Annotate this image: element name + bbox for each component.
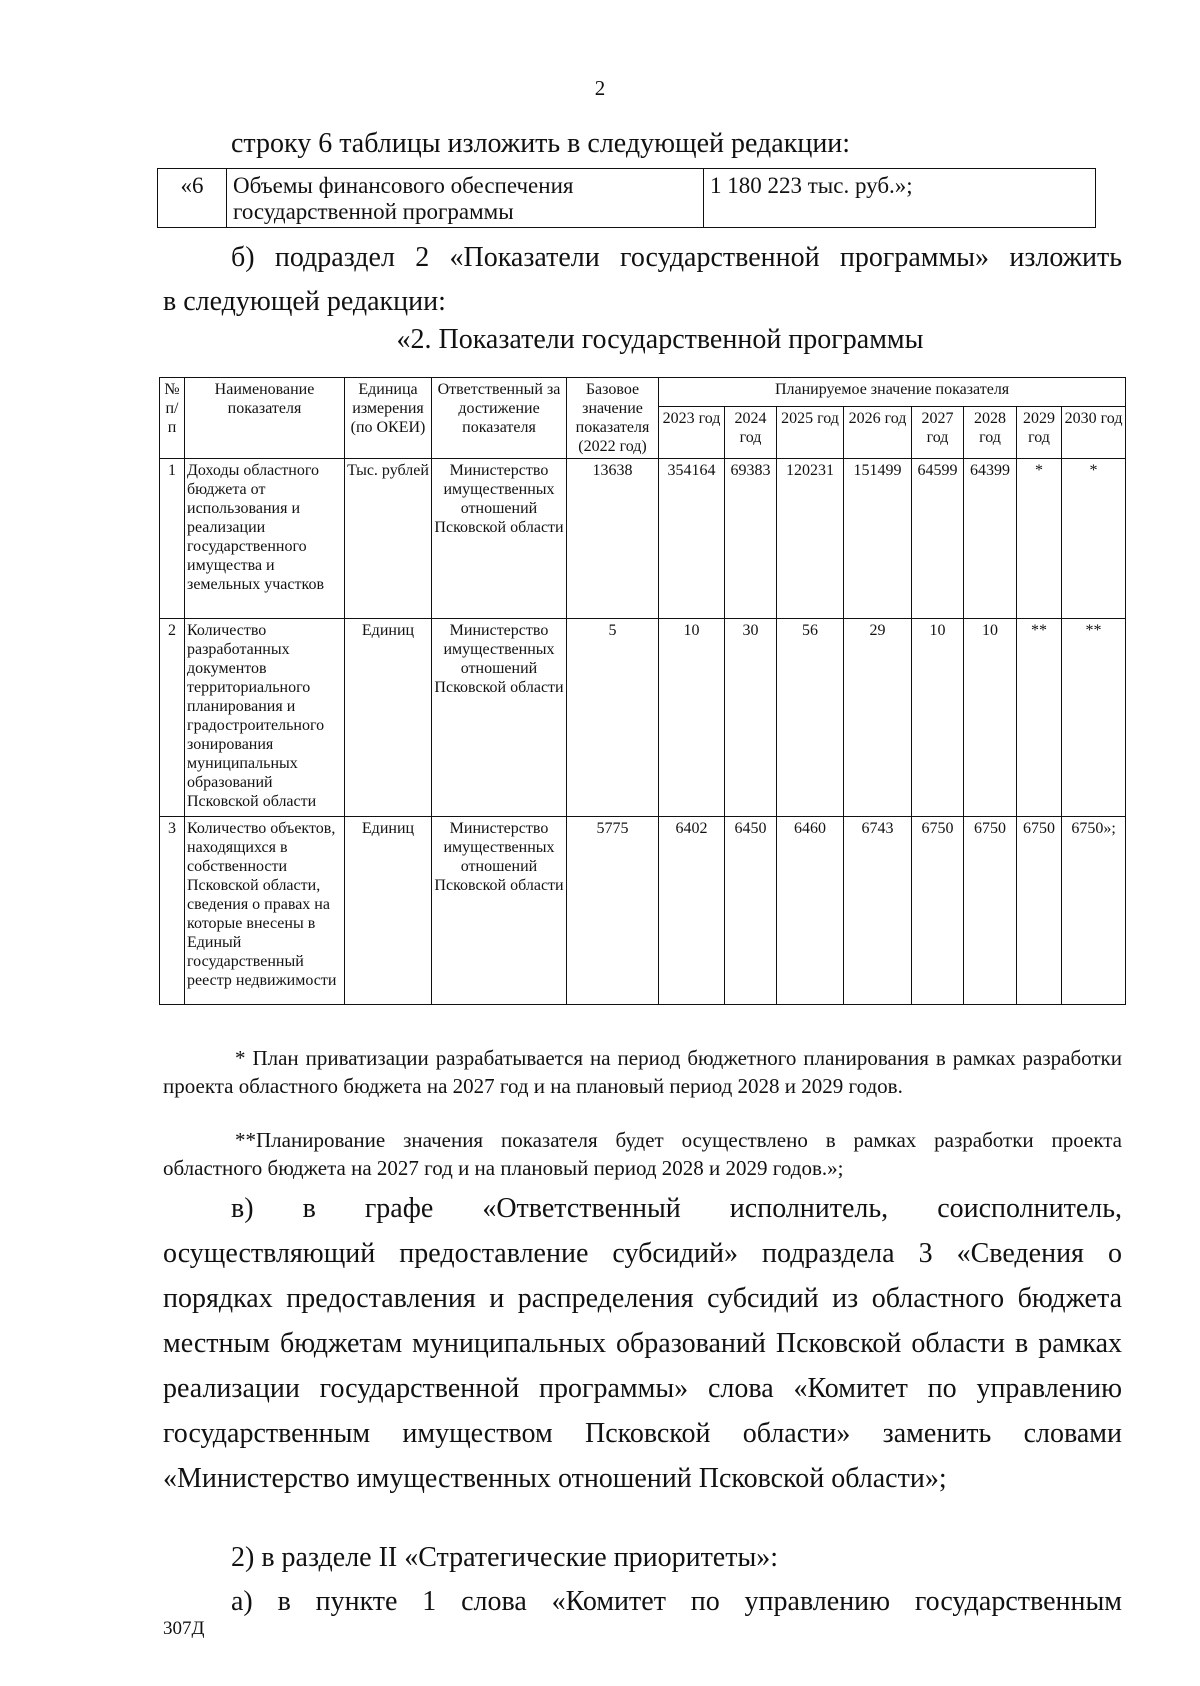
row-value: 120231	[777, 459, 844, 619]
header-year: 2028 год	[964, 407, 1017, 459]
indicators-table	[159, 377, 1126, 1005]
para-b-line1: б) подраздел 2 «Показатели государственной программы» изложить	[231, 242, 1122, 273]
row6-name: Объемы финансового обеспечения государственной программы	[227, 169, 704, 228]
table-row	[160, 459, 1126, 619]
para-a: а) в пункте 1 слова «Комитет по управлению государственным	[231, 1586, 1122, 1617]
row-base: 13638	[567, 459, 659, 619]
row-value: 6750	[964, 817, 1017, 1005]
program-row-6-table	[157, 168, 1096, 228]
table-row	[158, 169, 1096, 228]
row-value: 64399	[964, 459, 1017, 619]
header-num: № п/п	[160, 378, 185, 459]
header-unit: Единица измерения (по ОКЕИ)	[345, 378, 432, 459]
header-year: 2023 год	[659, 407, 725, 459]
row-value: 6750	[1017, 817, 1062, 1005]
row-base: 5775	[567, 817, 659, 1005]
row-name: Количество разработанных документов территориального планирования и градостроительного зонирования муниципальных образований Псковской области	[185, 619, 345, 817]
row-value: 64599	[912, 459, 964, 619]
document-code: 307Д	[163, 1618, 205, 1639]
row6-number: «6	[158, 169, 227, 228]
section-heading: «2. Показатели государственной программы	[396, 324, 924, 355]
row-value: 69383	[725, 459, 777, 619]
row-value: 56	[777, 619, 844, 817]
row-num: 2	[160, 619, 185, 817]
row-base: 5	[567, 619, 659, 817]
header-year: 2024 год	[725, 407, 777, 459]
row-value: 10	[659, 619, 725, 817]
table-header-row	[160, 378, 1126, 407]
row-value: *	[1017, 459, 1062, 619]
header-year: 2030 год	[1062, 407, 1126, 459]
row-num: 1	[160, 459, 185, 619]
para-2: 2) в разделе II «Стратегические приоритеты»:	[231, 1542, 779, 1573]
table-row	[160, 619, 1126, 817]
para-v: в) в графе «Ответственный исполнитель, соисполнитель, осуществляющий предоставление субсидий» подраздела 3 «Сведения о порядках предоставления и распределения субсидий из областного бюджета местным бюджетам муниципальных образований Псковской области в рамках реализации государственной программы» слова «Комитет по управлению государственным имуществом Псковской области» заменить словами «Министерство имущественных отношений Псковской области»;	[163, 1193, 1122, 1494]
row-value: 151499	[844, 459, 912, 619]
para-b-line2: в следующей редакции:	[163, 286, 446, 317]
row-value: 6743	[844, 817, 912, 1005]
page-number: 2	[594, 76, 606, 100]
row-value: **	[1017, 619, 1062, 817]
header-year: 2025 год	[777, 407, 844, 459]
intro-line: строку 6 таблицы изложить в следующей редакции:	[231, 128, 851, 159]
header-year: 2026 год	[844, 407, 912, 459]
row-value: 10	[964, 619, 1017, 817]
row-unit: Тыс. рублей	[345, 459, 432, 619]
header-name: Наименование показателя	[185, 378, 345, 459]
row-value: 6750»;	[1062, 817, 1126, 1005]
row-unit: Единиц	[345, 619, 432, 817]
row6-value: 1 180 223 тыс. руб.»;	[704, 169, 1096, 228]
row-unit: Единиц	[345, 817, 432, 1005]
footnote-2: **Планирование значения показателя будет осуществлено в рамках разработки проекта областного бюджета на 2027 год и на плановый период 2028 и 2029 годов.»;	[163, 1128, 1122, 1180]
row-value: 29	[844, 619, 912, 817]
row-value: *	[1062, 459, 1126, 619]
header-base: Базовое значение показателя (2022 год)	[567, 378, 659, 459]
row-value: 354164	[659, 459, 725, 619]
header-year: 2029 год	[1017, 407, 1062, 459]
row-num: 3	[160, 817, 185, 1005]
table-row	[160, 817, 1126, 1005]
footnote-1: * План приватизации разрабатывается на период бюджетного планирования в рамках разработки проекта областного бюджета на 2027 год и на плановый период 2028 и 2029 годов.	[163, 1046, 1122, 1098]
row-responsible: Министерство имущественных отношений Псковской области	[432, 817, 567, 1005]
header-year: 2027 год	[912, 407, 964, 459]
row-value: 6460	[777, 817, 844, 1005]
row-responsible: Министерство имущественных отношений Псковской области	[432, 459, 567, 619]
row-responsible: Министерство имущественных отношений Псковской области	[432, 619, 567, 817]
row-value: 6750	[912, 817, 964, 1005]
row-value: 30	[725, 619, 777, 817]
row-value: 6450	[725, 817, 777, 1005]
header-responsible: Ответственный за достижение показателя	[432, 378, 567, 459]
row-name: Доходы областного бюджета от использования и реализации государственного имущества и земельных участков	[185, 459, 345, 619]
row-value: **	[1062, 619, 1126, 817]
row-value: 10	[912, 619, 964, 817]
row-name: Количество объектов, находящихся в собственности Псковской области, сведения о правах на которые внесены в Единый государственный реестр недвижимости	[185, 817, 345, 1005]
row-value: 6402	[659, 817, 725, 1005]
header-planned: Планируемое значение показателя	[659, 378, 1126, 407]
